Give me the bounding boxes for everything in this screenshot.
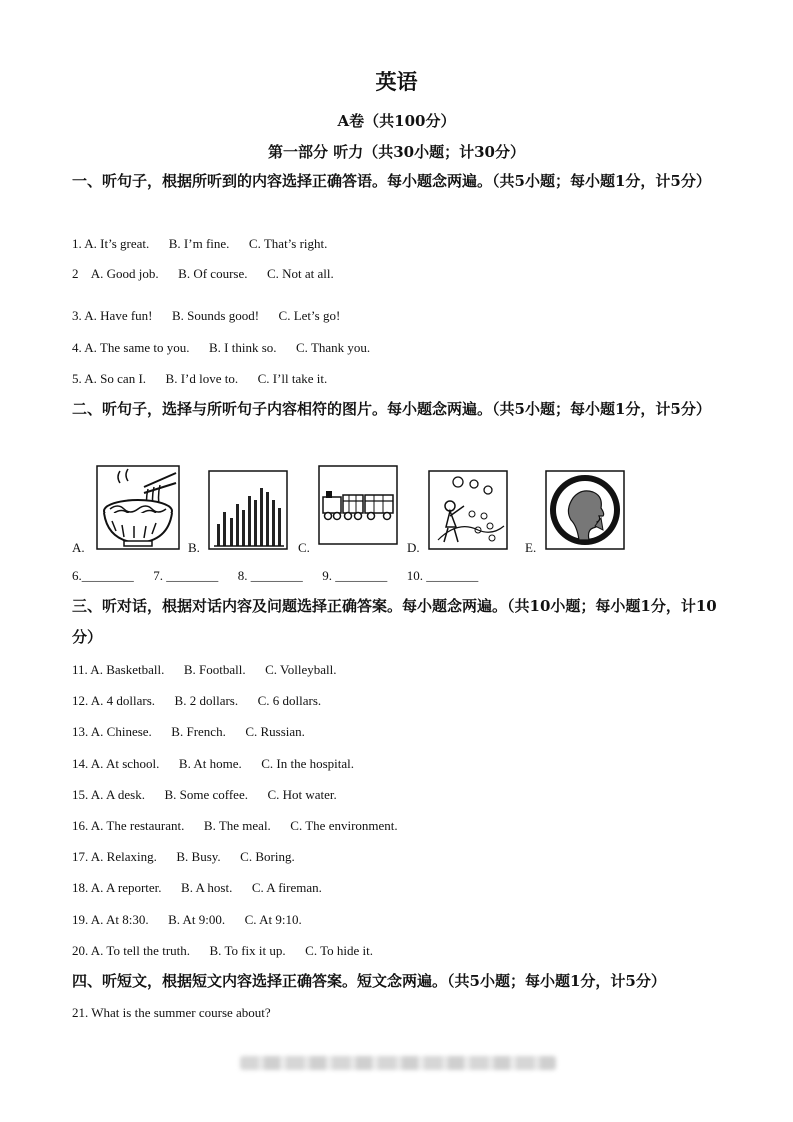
question-20: 20. A. To tell the truth. B. To fix it up. C. To hide it. bbox=[72, 943, 373, 958]
question-2: 2 A. Good job. B. Of course. C. Not at all. bbox=[72, 266, 334, 281]
page-title: 英语 bbox=[375, 69, 418, 94]
bar-chart-icon bbox=[208, 470, 288, 550]
question-21: 21. What is the summer course about? bbox=[72, 1005, 271, 1020]
picture-label-d: D. bbox=[407, 540, 420, 555]
head-silhouette-icon bbox=[545, 470, 625, 550]
girl-flowers-icon bbox=[428, 470, 508, 550]
question-12: 12. A. 4 dollars. B. 2 dollars. C. 6 dollars. bbox=[72, 693, 322, 708]
section-heading-4: 四、听短文，根据短文内容选择正确答案。短文念两遍。（共5小题；每小题1分，计5分） bbox=[72, 972, 666, 990]
blurred-watermark bbox=[240, 1056, 556, 1070]
picture-label-b: B. bbox=[188, 540, 200, 555]
question-18: 18. A. A reporter. B. A host. C. A fireman. bbox=[72, 880, 322, 895]
question-1: 1. A. It’s great. B. I’m fine. C. That’s right. bbox=[72, 236, 328, 251]
section-heading-1: 一、听句子，根据所听到的内容选择正确答语。每小题念两遍。（共5小题；每小题1分，计5分） bbox=[72, 172, 711, 190]
question-3: 3. A. Have fun! B. Sounds good! C. Let’s go! bbox=[72, 308, 341, 323]
part-subtitle: 第一部分 听力（共30小题；计30分） bbox=[268, 143, 525, 161]
section-heading-3: 三、听对话，根据对话内容及问题选择正确答案。每小题念两遍。（共10小题；每小题1分，计10分） bbox=[72, 597, 717, 646]
question-16: 16. A. The restaurant. B. The meal. C. The environment. bbox=[72, 818, 398, 833]
picture-label-e: E. bbox=[525, 540, 537, 555]
question-5: 5. A. So can I. B. I’d love to. C. I’ll take it. bbox=[72, 371, 328, 386]
question-4: 4. A. The same to you. B. I think so. C. Thank you. bbox=[72, 340, 371, 355]
noodle-bowl-icon bbox=[96, 465, 180, 550]
section-heading-2: 二、听句子，选择与所听句子内容相符的图片。每小题念两遍。（共5小题；每小题1分，计5分） bbox=[72, 400, 711, 418]
toy-train-icon bbox=[318, 465, 398, 545]
question-17: 17. A. Relaxing. B. Busy. C. Boring. bbox=[72, 849, 295, 864]
question-11: 11. A. Basketball. B. Football. C. Volleyball. bbox=[72, 662, 337, 677]
question-19: 19. A. At 8:30. B. At 9:00. C. At 9:10. bbox=[72, 912, 302, 927]
question-13: 13. A. Chinese. B. French. C. Russian. bbox=[72, 724, 305, 739]
picture-label-a: A. bbox=[72, 540, 85, 555]
picture-answer-blanks: 6.________ 7. ________ 8. ________ 9. ________ 10. ________ bbox=[72, 568, 479, 583]
question-15: 15. A. A desk. B. Some coffee. C. Hot water. bbox=[72, 787, 337, 802]
paper-subtitle: A卷（共100分） bbox=[337, 112, 456, 130]
picture-label-c: C. bbox=[298, 540, 310, 555]
question-14: 14. A. At school. B. At home. C. In the hospital. bbox=[72, 756, 355, 771]
